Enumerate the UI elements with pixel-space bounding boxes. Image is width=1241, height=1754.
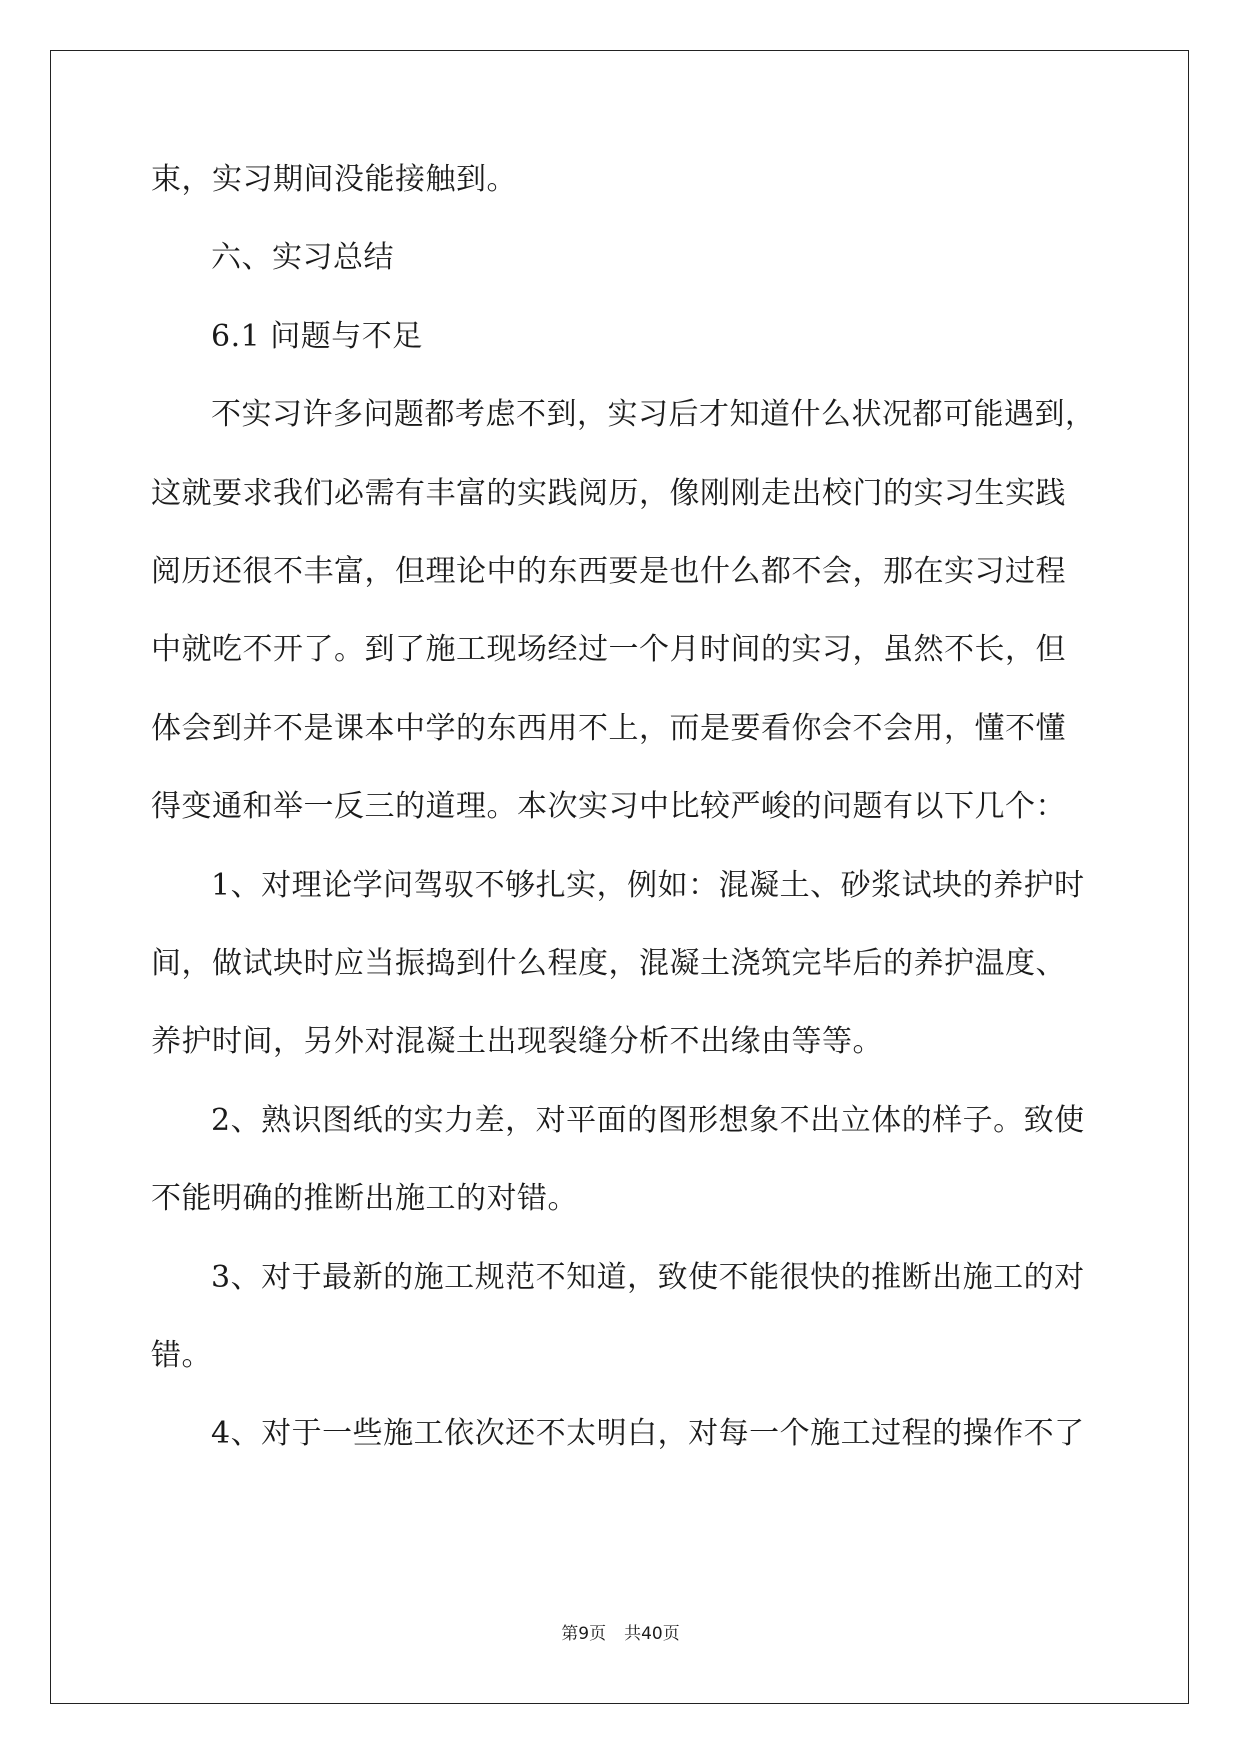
page-total: 40 [641, 1624, 663, 1644]
text-line: 这就要求我们必需有丰富的实践阅历，像刚刚走出校门的实习生实践 [151, 476, 1066, 511]
text-line: 束，实习期间没能接触到。 [151, 162, 517, 197]
text-line: 阅历还很不丰富，但理论中的东西要是也什么都不会，那在实习过程 [151, 554, 1066, 589]
total-suffix: 页 [662, 1624, 680, 1644]
list-item: 2、熟识图纸的实力差，对平面的图形想象不出立体的样子。致使 [211, 1103, 1085, 1138]
page-number: 9 [578, 1624, 590, 1644]
text-line: 中就吃不开了。到了施工现场经过一个月时间的实习，虽然不长，但 [151, 632, 1066, 667]
total-prefix: 共 [624, 1624, 642, 1644]
text-line: 得变通和举一反三的道理。本次实习中比较严峻的问题有以下几个： [151, 789, 1066, 824]
page-footer [0, 1622, 1241, 1646]
list-item: 3、对于最新的施工规范不知道，致使不能很快的推断出施工的对 [211, 1260, 1085, 1295]
text-line: 不实习许多问题都考虑不到，实习后才知道什么状况都可能遇到， [211, 397, 1096, 432]
page-suffix: 页 [589, 1624, 607, 1644]
section-heading: 六、实习总结 [211, 240, 394, 275]
text-line: 间，做试块时应当振捣到什么程度，混凝土浇筑完毕后的养护温度、 [151, 946, 1066, 981]
subsection-heading: 6.1 问题与不足 [211, 319, 423, 354]
list-item: 1、对理论学问驾驭不够扎实，例如：混凝土、砂浆试块的养护时 [211, 868, 1085, 903]
text-line: 错。 [151, 1338, 212, 1373]
text-line: 养护时间，另外对混凝土出现裂缝分析不出缘由等等。 [151, 1024, 883, 1059]
list-item: 4、对于一些施工依次还不太明白，对每一个施工过程的操作不了 [211, 1416, 1085, 1451]
page-prefix: 第 [561, 1624, 579, 1644]
text-line: 不能明确的推断出施工的对错。 [151, 1181, 578, 1216]
text-line: 体会到并不是课本中学的东西用不上，而是要看你会不会用，懂不懂 [151, 711, 1066, 746]
